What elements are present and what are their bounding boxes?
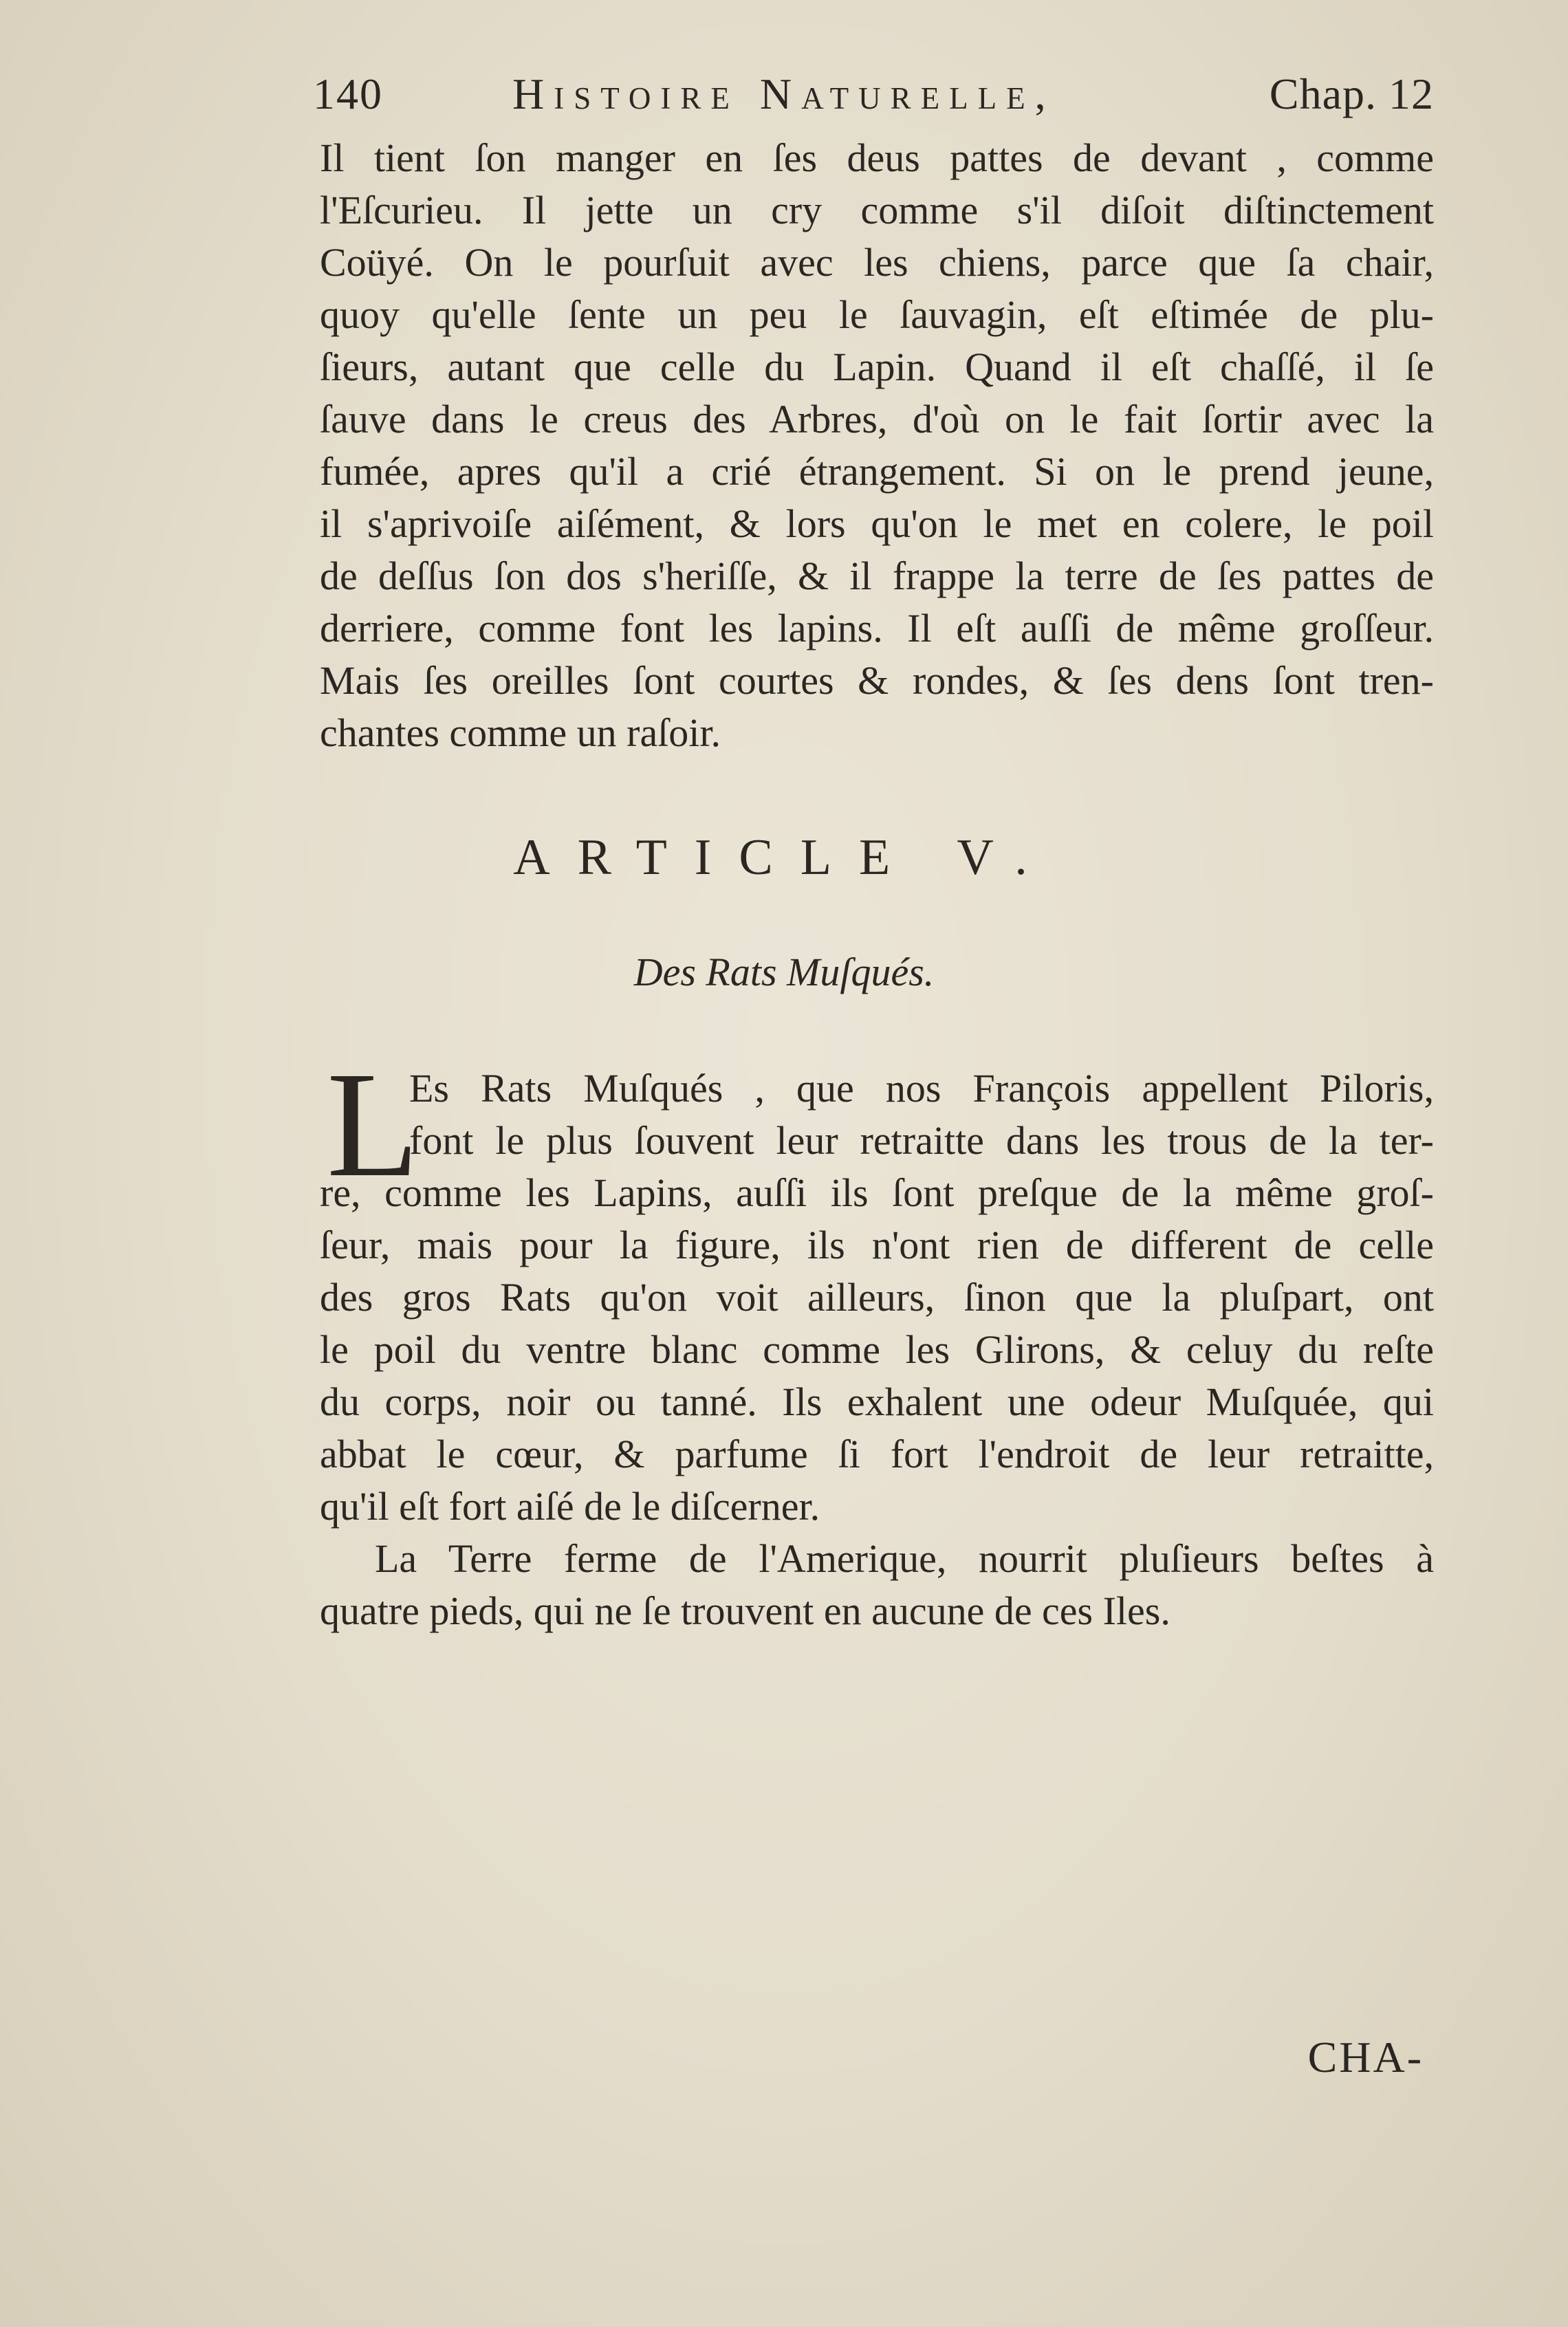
text-line: Mais ſes oreilles ſont courtes & rondes, & ſes dens ſont tren- [320, 658, 1434, 703]
text-line: re, comme les Lapins, auſſi ils ſont preſque de la même groſ- [320, 1170, 1434, 1215]
chapter-label: Chap. 12 [1269, 69, 1434, 118]
text-line: des gros Rats qu'on voit ailleurs, ſinon que la pluſpart, ont [320, 1275, 1434, 1320]
drop-cap: L [327, 1040, 420, 1208]
paragraph-1 [320, 132, 1434, 759]
text-line: abbat le cœur, & parfume ſi fort l'endroit de leur retraitte, [320, 1432, 1434, 1476]
text-line: chantes comme un raſoir. [320, 710, 721, 755]
text-line: quoy qu'elle ſente un peu le ſauvagin, eſt eſtimée de plu- [320, 292, 1434, 337]
article-heading: ARTICLE V. [513, 829, 1055, 886]
text-line: ſeur, mais pour la figure, ils n'ont rien de different de celle [320, 1223, 1434, 1267]
text-line: il s'aprivoiſe aiſément, & lors qu'on le met en colere, le poil [320, 501, 1434, 546]
page-header [313, 69, 1434, 131]
section-title: Des Rats Muſqués. [633, 950, 935, 994]
text-line: ſieurs, autant que celle du Lapin. Quand il eſt chaſſé, il ſe [320, 345, 1434, 389]
text-line: le poil du ventre blanc comme les Glirons, & celuy du reſte [320, 1327, 1434, 1372]
text-line: Coüyé. On le pourſuit avec les chiens, parce que ſa chair, [320, 240, 1434, 285]
running-title: Histoire Naturelle, [512, 69, 1056, 118]
text-line: de deſſus ſon dos s'heriſſe, & il frappe la terre de ſes pattes de [320, 554, 1434, 598]
text-line: ſauve dans le creus des Arbres, d'où on le fait ſortir avec la [320, 397, 1434, 441]
paragraph-2 [320, 1040, 1434, 1637]
page-number: 140 [313, 69, 383, 118]
text-line: La Terre ferme de l'Amerique, nourrit pluſieurs beſtes à [375, 1536, 1434, 1581]
text-line: qu'il eſt fort aiſé de le diſcerner. [320, 1484, 820, 1529]
text-line: quatre pieds, qui ne ſe trouvent en aucune de ces Iles. [320, 1588, 1170, 1633]
text-line: Il tient ſon manger en ſes deus pattes de devant , comme [320, 135, 1434, 180]
text-line: l'Eſcurieu. Il jette un cry comme s'il diſoit diſtinctement [320, 188, 1434, 232]
text-line: font le plus ſouvent leur retraitte dans les trous de la ter- [409, 1118, 1434, 1163]
text-line: fumée, apres qu'il a crié étrangement. Si on le prend jeune, [320, 449, 1434, 494]
text-line: Es Rats Muſqués , que nos François appellent Piloris, [409, 1066, 1434, 1111]
text-line: du corps, noir ou tanné. Ils exhalent une odeur Muſquée, qui [320, 1379, 1434, 1424]
catchword: CHA- [1307, 2033, 1424, 2082]
text-line: derriere, comme font les lapins. Il eſt auſſi de même groſſeur. [320, 606, 1434, 651]
